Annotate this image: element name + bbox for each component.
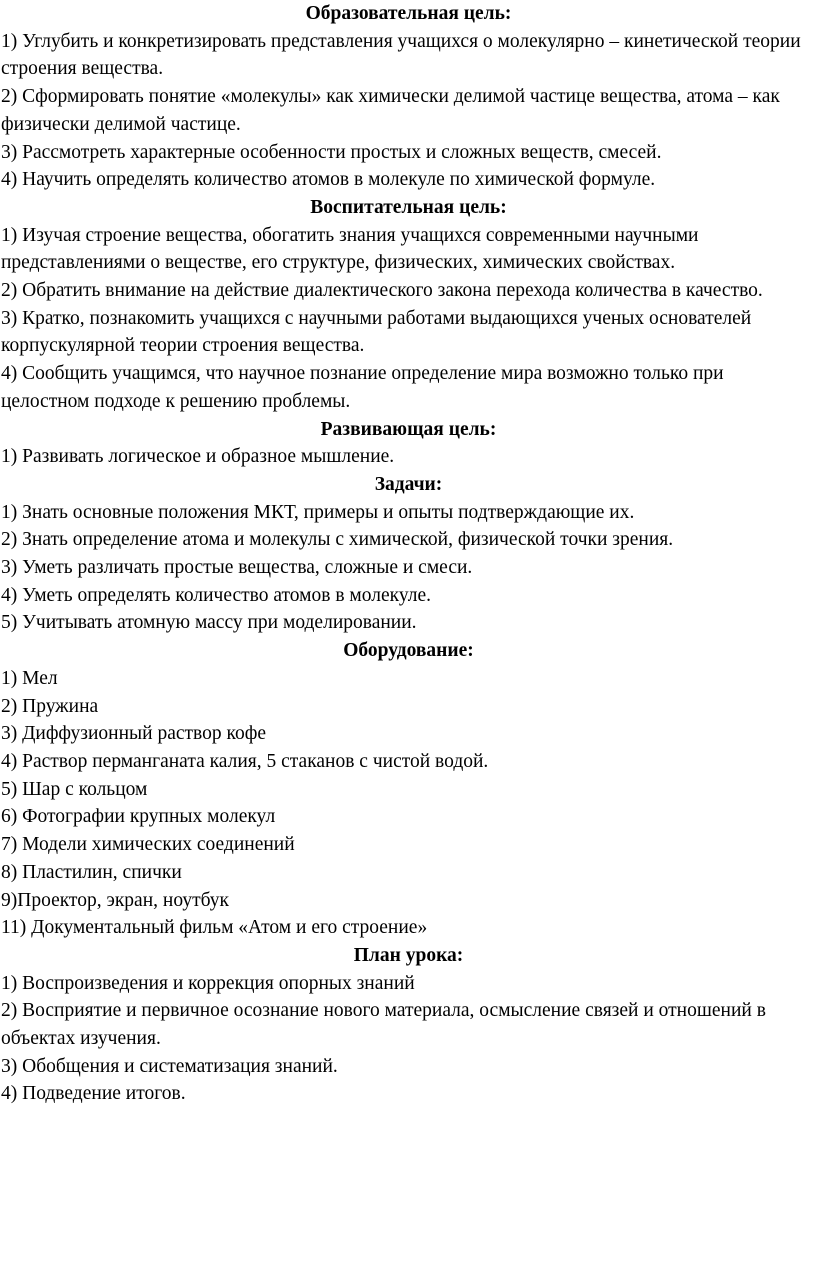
- list-item: 5) Учитывать атомную массу при моделировании.: [1, 612, 417, 634]
- section-equipment: [1, 637, 816, 942]
- list-item: 4) Подведение итогов.: [1, 1083, 186, 1105]
- section-heading: Задачи:: [374, 473, 443, 495]
- section-heading: План урока:: [353, 944, 464, 966]
- list-item: 11) Документальный фильм «Атом и его строение»: [1, 917, 428, 939]
- list-item: 3) Кратко, познакомить учащихся с научными работами выдающихся ученых основателей корпускулярной теории строения вещества.: [1, 307, 752, 357]
- list-item: 2) Обратить внимание на действие диалектического закона перехода количества в качество.: [1, 280, 763, 302]
- section-heading: Оборудование:: [343, 640, 474, 662]
- list-item: 8) Пластилин, спички: [1, 861, 182, 883]
- list-item: 2) Восприятие и первичное осознание нового материала, осмысление связей и отношений в объектах изучения.: [1, 1000, 766, 1050]
- section-lesson-plan: [1, 942, 816, 1108]
- section-heading: Развивающая цель:: [320, 418, 497, 440]
- section-upbringing-goal: [1, 194, 816, 416]
- list-item: 4) Научить определять количество атомов в молекуле по химической формуле.: [1, 169, 656, 191]
- section-heading: Образовательная цель:: [305, 3, 512, 24]
- list-item: 3) Уметь различать простые вещества, сложные и смеси.: [1, 557, 473, 579]
- list-item: 2) Знать определение атома и молекулы с химической, физической точки зрения.: [1, 529, 674, 551]
- list-item: 1) Углубить и конкретизировать представления учащихся о молекулярно – кинетической теории строения вещества.: [1, 30, 801, 80]
- list-item: 4) Уметь определять количество атомов в молекуле.: [1, 584, 431, 606]
- list-item: 1) Знать основные положения МКТ, примеры и опыты подтверждающие их.: [1, 501, 635, 523]
- list-item: 2) Пружина: [1, 695, 99, 717]
- list-item: 5) Шар с кольцом: [1, 778, 148, 800]
- list-item: 4) Сообщить учащимся, что научное познание определение мира возможно только при целостном подходе к решению проблемы.: [1, 363, 724, 412]
- list-item: 3) Рассмотреть характерные особенности простых и сложных веществ, смесей.: [1, 141, 662, 163]
- section-tasks: [1, 471, 816, 637]
- list-item: 2) Сформировать понятие «молекулы» как химически делимой частице вещества, атома – как физически делимой частице.: [1, 86, 780, 135]
- section-heading: Воспитательная цель:: [310, 196, 507, 218]
- list-item: 6) Фотографии крупных молекул: [1, 806, 276, 828]
- section-developing-goal: [1, 416, 816, 471]
- list-item: 1) Воспроизведения и коррекция опорных знаний: [1, 972, 415, 994]
- list-item: 1) Мел: [1, 667, 58, 689]
- list-item: 1) Изучая строение вещества, обогатить знания учащихся современными научными представлениями о веществе, его структуре, физических, химических свойствах.: [1, 224, 699, 274]
- list-item: 4) Раствор перманганата калия, 5 стаканов с чистой водой.: [1, 750, 489, 772]
- list-item: 3) Диффузионный раствор кофе: [1, 723, 267, 745]
- list-item: 7) Модели химических соединений: [1, 834, 295, 856]
- list-item: 9)Проектор, экран, ноутбук: [1, 889, 230, 911]
- list-item: 1) Развивать логическое и образное мышление.: [1, 446, 395, 468]
- list-item: 3) Обобщения и систематизация знаний.: [1, 1055, 338, 1077]
- section-educational-goal: [1, 0, 816, 194]
